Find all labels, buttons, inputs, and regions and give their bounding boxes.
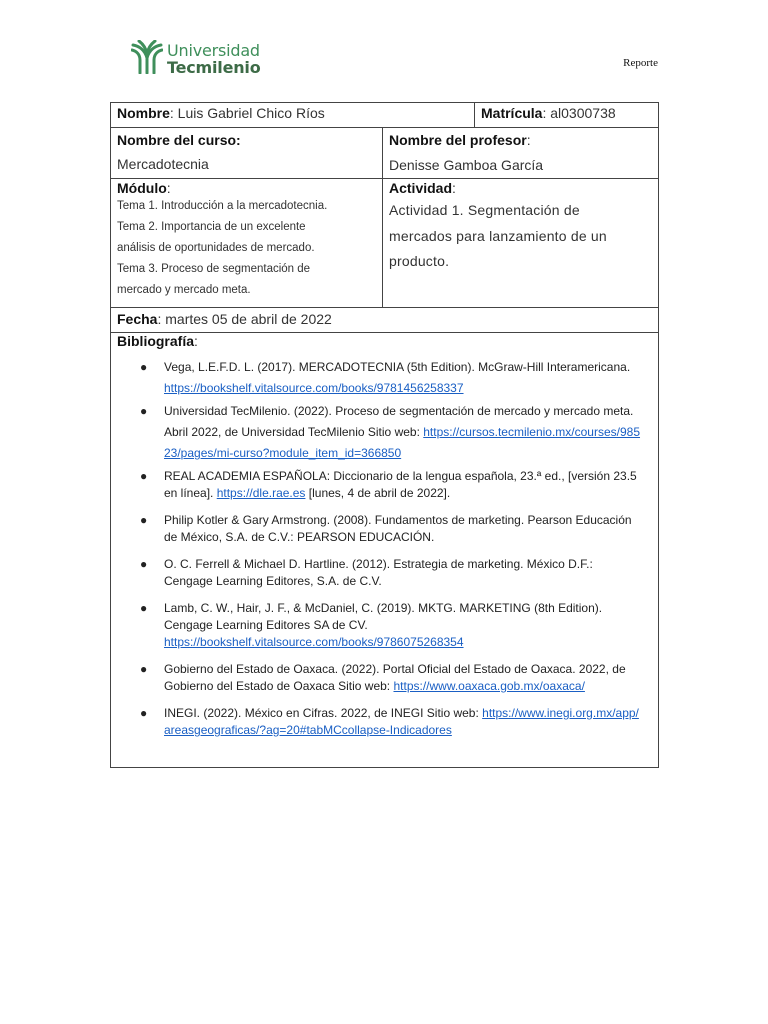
bullet-icon: ● bbox=[140, 601, 148, 615]
bibliography-list bbox=[117, 357, 652, 739]
bibliography-item bbox=[117, 357, 652, 399]
modulo-colon: : bbox=[166, 180, 171, 196]
bib-link[interactable]: https://www.inegi.org.mx/app/areasgeograficas/?ag=20#tabMCcollapse-Indicadores bbox=[164, 706, 639, 737]
date-row bbox=[111, 308, 659, 333]
actividad-text bbox=[389, 198, 652, 275]
bibliography-item bbox=[117, 705, 652, 739]
bib-link[interactable]: https://dle.rae.es bbox=[216, 486, 306, 500]
bibliography-item bbox=[117, 468, 652, 502]
tema-line: Tema 3. Proceso de segmentación de bbox=[117, 263, 311, 275]
bullet-icon: ● bbox=[140, 662, 148, 676]
actividad-line: Actividad 1. Segmentación de bbox=[389, 202, 580, 218]
tema-line: Tema 1. Introducción a la mercadotecnia. bbox=[117, 200, 328, 212]
bib-link[interactable]: https://www.oaxaca.gob.mx/oaxaca/ bbox=[393, 679, 585, 693]
actividad-cell bbox=[383, 179, 659, 308]
bib-text: Vega, L.E.F.D. L. (2017). MERCADOTECNIA (5th Edition). McGraw-Hill Interamericana. bbox=[164, 360, 631, 374]
bib-link[interactable]: https://cursos.tecmilenio.mx/courses/98523/pages/mi-curso?module_item_id=366850 bbox=[164, 425, 641, 460]
actividad-label: Actividad bbox=[389, 180, 453, 196]
report-label: Reporte bbox=[623, 57, 658, 69]
matricula-value: : al0300738 bbox=[542, 105, 616, 121]
bib-text: Gobierno del Estado de Oaxaca. (2022). Portal Oficial del Estado de Oaxaca. 2022, de Gobierno del Estado de Oaxaca Sitio web: bbox=[164, 662, 626, 693]
temas-list bbox=[117, 196, 376, 301]
curso-cell bbox=[111, 128, 383, 179]
bib-text: Lamb, C. W., Hair, J. F., & McDaniel, C. (2019). MKTG. MARKETING (8th Edition). Cengage Learning Editores SA de CV. bbox=[164, 601, 603, 632]
matricula-label: Matrícula bbox=[481, 105, 543, 121]
actividad-line: producto. bbox=[389, 253, 450, 269]
bibliography-item bbox=[117, 556, 652, 590]
bibliography-item bbox=[117, 512, 652, 546]
bib-text-after: [lunes, 4 de abril de 2022]. bbox=[305, 486, 451, 500]
curso-value: Mercadotecnia bbox=[117, 156, 209, 172]
actividad-line: mercados para lanzamiento de un bbox=[389, 227, 607, 244]
profesor-cell bbox=[383, 128, 659, 179]
module-row bbox=[111, 179, 659, 308]
bullet-icon: ● bbox=[140, 557, 148, 571]
bib-text: REAL ACADEMIA ESPAÑOLA: Diccionario de la lengua española, 23.ª ed., [versión 23.5 en línea]. bbox=[164, 469, 637, 500]
bib-text: INEGI. (2022). México en Cifras. 2022, de INEGI Sitio web: bbox=[164, 706, 483, 720]
course-row bbox=[111, 128, 659, 179]
fecha-label: Fecha bbox=[117, 311, 158, 327]
modulo-label: Módulo bbox=[117, 180, 167, 196]
bibliography-item bbox=[117, 661, 652, 695]
bib-link[interactable]: https://bookshelf.vitalsource.com/books/9781456258337 bbox=[164, 381, 464, 395]
modulo-cell bbox=[111, 179, 383, 308]
matricula-cell bbox=[475, 103, 659, 128]
bullet-icon: ● bbox=[140, 469, 148, 483]
profesor-colon: : bbox=[526, 132, 531, 148]
nombre-cell bbox=[111, 103, 475, 128]
tema-line: Tema 2. Importancia de un excelente bbox=[117, 221, 306, 233]
actividad-colon: : bbox=[452, 180, 456, 196]
fecha-value: : martes 05 de abril de 2022 bbox=[157, 311, 332, 327]
logo-leaf-icon bbox=[131, 40, 163, 74]
bullet-icon: ● bbox=[140, 360, 148, 374]
profesor-label: Nombre del profesor bbox=[389, 132, 527, 148]
bullet-icon: ● bbox=[140, 404, 148, 418]
bib-text: O. C. Ferrell & Michael D. Hartline. (2012). Estrategia de marketing. México D.F.: Cengage Learning Editores, S.A. de C.V. bbox=[164, 557, 593, 588]
bibliografia-colon: : bbox=[194, 333, 198, 349]
logo-text-universidad: Universidad bbox=[167, 41, 260, 60]
bullet-icon: ● bbox=[140, 706, 148, 720]
report-form-table bbox=[110, 102, 659, 768]
tema-line: análisis de oportunidades de mercado. bbox=[117, 242, 315, 254]
nombre-value: : Luis Gabriel Chico Ríos bbox=[169, 105, 325, 121]
bibliografia-label: Bibliografía bbox=[117, 333, 195, 349]
bibliografia-cell bbox=[111, 333, 659, 768]
bib-link[interactable]: https://bookshelf.vitalsource.com/books/9786075268354 bbox=[164, 635, 464, 649]
bibliography-row bbox=[111, 333, 659, 768]
bullet-icon: ● bbox=[140, 513, 148, 527]
profesor-value: Denisse Gamboa García bbox=[389, 157, 544, 173]
nombre-label: Nombre bbox=[117, 105, 170, 121]
fecha-cell bbox=[111, 308, 659, 333]
name-row bbox=[111, 103, 659, 128]
bibliography-item bbox=[117, 401, 652, 464]
university-logo bbox=[131, 40, 271, 76]
bibliography-item bbox=[117, 600, 652, 651]
logo-text-tecmilenio: Tecmilenio bbox=[167, 58, 261, 77]
curso-label: Nombre del curso: bbox=[117, 132, 241, 148]
bib-text: Philip Kotler & Gary Armstrong. (2008). Fundamentos de marketing. Pearson Educación de México, S.A. de C.V.: PEARSON EDUCACIÓN. bbox=[164, 513, 632, 544]
bib-text: Universidad TecMilenio. (2022). Proceso de segmentación de mercado y mercado meta. Abril 2022, de Universidad TecMilenio Sitio web: bbox=[164, 404, 634, 439]
tema-line: mercado y mercado meta. bbox=[117, 284, 251, 296]
